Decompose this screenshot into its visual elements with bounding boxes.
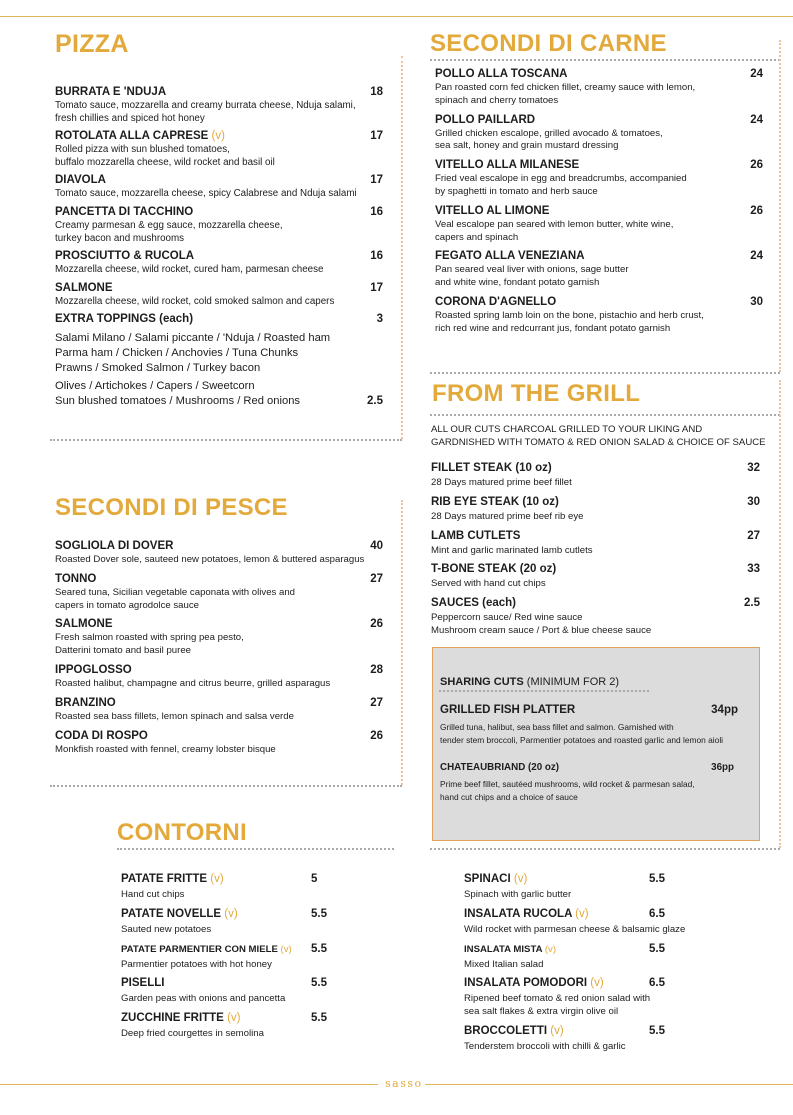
top-border [0,16,793,17]
description-line: Roasted Dover sole, sauteed new potatoes, lemon & buttered asparagus [55,554,365,565]
description-line: Ripened beef tomato & red onion salad with [464,993,651,1005]
grill-intro-line: GARDNISHED WITH TOMATO & RED ONION SALAD & CHOICE OF SAUCE [431,436,766,448]
divider [430,59,780,61]
description-line: tender stem broccoli, Parmentier potatoes and roasted garlic and lemon aioli [440,734,724,745]
item-name [435,204,763,219]
contorni-left [121,872,327,1046]
menu-item [121,907,327,937]
menu-item [440,703,748,746]
description-line: Sauted new potatoes [121,923,212,935]
item-description [464,889,666,902]
item-description [440,721,748,746]
item-description [464,959,666,972]
item-price: 5.5 [311,1012,327,1025]
item-price: 30 [747,495,760,508]
item-name [55,663,383,678]
item-name-text: PISELLI [121,977,165,990]
item-price: 26 [370,618,383,631]
item-price: 17 [370,130,383,143]
item-price: 2.5 [744,597,760,610]
menu-item [55,696,383,724]
item-name-text: INSALATA MISTA [464,943,543,955]
item-price: 5.5 [649,942,665,955]
item-price: 24 [750,250,763,263]
item-name [435,67,763,82]
divider [430,848,780,850]
item-name-text: SPINACI [464,873,511,885]
item-name [55,129,383,144]
description-line: Roasted sea bass fillets, lemon spinach and salsa verde [55,710,294,722]
item-description [435,173,763,199]
item-price: 5.5 [649,1024,665,1037]
grill-intro [431,424,766,450]
item-name [435,249,763,264]
item-description [55,632,383,658]
topping-line: Sun blushed tomatoes / Mushrooms / Red onions [55,394,301,407]
item-name [464,942,666,957]
item-description [55,587,383,613]
item-description [435,128,763,154]
description-line: buffalo mozzarella cheese, wild rocket and basil oil [55,156,275,168]
description-line: Tomato sauce, mozzarella and creamy burrata cheese, Nduja salami, [55,100,356,111]
description-line: Grilled tuna, halibut, sea bass fillet and salmon. Garnished with [440,722,674,732]
item-name [55,617,383,632]
item-description [431,477,760,490]
item-name [431,562,760,577]
item-description [55,220,383,245]
divider [117,848,394,850]
divider [430,414,780,416]
description-line: capers and spinach [435,231,519,243]
item-name [121,942,324,957]
item-price: 6.5 [649,977,665,990]
description-line: Grilled chicken escalope, grilled avocado & tomatoes, [435,127,663,139]
item-name-text: INSALATA POMODORI [464,977,588,990]
item-description [464,993,666,1019]
grill-intro-line: ALL OUR CUTS CHARCOAL GRILLED TO YOUR LIKING AND [431,424,703,435]
item-price: 5.5 [311,907,327,920]
item-name [435,295,763,310]
item-name [464,907,666,922]
description-line: Wild rocket with parmesan cheese & balsamic glaze [464,923,686,935]
pesce-section [55,539,383,761]
menu-item [431,495,760,524]
menu-item [464,976,666,1019]
menu-item [121,976,327,1006]
menu-item [121,942,327,972]
item-name-text: IPPOGLOSSO [55,663,132,676]
footer-line-right [425,1084,793,1085]
description-line: Pan seared veal liver with onions, sage butter [435,264,629,276]
menu-item [55,205,383,245]
description-line: by spaghetti in tomato and herb sauce [435,185,598,197]
item-price: 26 [750,159,763,172]
item-description [55,100,383,125]
sharing-box [432,647,760,841]
contorni-right [464,872,686,1059]
item-name [55,281,383,296]
item-price: 16 [370,250,383,263]
item-name-text: BURRATA E 'NDUJA [55,86,167,98]
menu-item [55,129,383,169]
description-line: Mushroom cream sauce / Port & blue cheese sauce [431,624,652,636]
item-name [431,495,760,510]
description-line: turkey bacon and mushrooms [55,232,185,244]
item-name [121,872,324,887]
item-name [435,113,763,128]
item-name-text: BRANZINO [55,696,116,709]
menu-item [464,872,666,902]
contorni-title: CONTORNI [117,819,247,846]
item-price: 26 [370,729,383,742]
menu-item [55,572,383,613]
item-price: 3 [376,313,383,326]
description-line: spinach and cherry tomatoes [435,94,559,106]
menu-item [121,1011,327,1041]
item-description [55,296,383,309]
description-line: hand cut chips and a choice of sauce [440,791,578,802]
item-name [121,976,324,991]
item-name-text: FILLET STEAK (10 oz) [431,462,552,474]
item-price: 5 [311,873,318,885]
item-name-text: ZUCCHINE FRITTE [121,1012,224,1025]
item-description [435,82,763,108]
description-line: Seared tuna, Sicilian vegetable caponata with olives and [55,586,296,598]
item-description [55,554,383,567]
item-name-text: INSALATA RUCOLA [464,907,572,920]
item-name-text: T-BONE STEAK (20 oz) [431,563,557,576]
item-name-text: VITELLO AL LIMONE [435,204,550,217]
menu-item [435,295,763,336]
item-price: 18 [370,86,383,98]
footer-line-left [0,1084,378,1085]
menu-item [435,113,763,154]
toppings-list [55,331,383,375]
vegetarian-marker: (v) [544,943,557,955]
item-name-text: SALMONE [55,618,113,631]
menu-item [435,158,763,199]
description-line: Monkfish roasted with fennel, creamy lobster bisque [55,743,276,755]
item-name [121,907,324,922]
item-price: 27 [747,529,760,542]
item-price: 5.5 [649,873,665,885]
menu-item [55,249,383,277]
description-line: Mint and garlic marinated lamb cutlets [431,544,593,556]
item-price: 5.5 [311,942,327,955]
menu-item [431,529,760,558]
vegetarian-marker: (v) [590,977,604,990]
item-description [431,511,760,524]
item-name [431,596,760,611]
item-description [435,264,763,290]
grill-title: FROM THE GRILL [432,380,641,407]
pizza-section [55,85,383,408]
menu-item [435,249,763,290]
menu-item [55,617,383,658]
item-name [55,539,383,554]
item-name [55,85,383,100]
item-description [435,219,763,245]
menu-item [55,729,383,757]
item-price: 40 [370,540,383,552]
vegetarian-marker: (v) [210,873,224,885]
item-description [55,711,383,724]
item-name [464,1024,666,1039]
vegetarian-marker: (v) [550,1024,564,1037]
item-name-text: PATATE NOVELLE [121,907,222,920]
carne-section [435,67,763,341]
divider [50,785,402,787]
description-line: Mozzarella cheese, wild rocket, cured ham, parmesan cheese [55,264,324,276]
item-name-text: CODA DI ROSPO [55,729,148,742]
vegetarian-marker: (v) [211,130,225,143]
item-description [55,144,383,169]
item-name [55,205,383,220]
topping-line: Olives / Artichokes / Capers / Sweetcorn [55,380,255,393]
description-line: Tenderstem broccoli with chilli & garlic [464,1040,626,1052]
item-description [431,612,760,638]
item-name-text: POLLO ALLA TOSCANA [435,68,568,80]
item-name-text: PANCETTA DI TACCHINO [55,205,194,218]
item-description [435,310,763,336]
menu-item [121,872,324,902]
item-name-text: POLLO PAILLARD [435,113,536,126]
item-name-text: TONNO [55,572,97,585]
item-name-text: SAUCES (each) [431,597,516,610]
item-description [464,1041,666,1054]
grill-section [431,461,760,643]
description-line: Served with hand cut chips [431,578,546,590]
item-name [431,529,760,544]
item-name-text: RIB EYE STEAK (10 oz) [431,495,559,508]
item-price: 5.5 [311,977,327,990]
item-name: CHATEAUBRIAND (20 oz) [440,762,560,774]
divider [401,500,403,785]
item-price: 36pp [711,762,734,774]
item-name-text: BROCCOLETTI [464,1024,548,1037]
menu-item [55,281,383,309]
item-description [55,264,383,277]
item-name-text: FEGATO ALLA VENEZIANA [435,250,585,263]
description-line: Veal escalope pan seared with lemon butter, white wine, [435,218,674,230]
pesce-title: SECONDI DI PESCE [55,494,288,521]
item-price: 24 [750,68,763,80]
menu-item [431,562,760,591]
divider [779,40,781,372]
item-description [121,993,324,1006]
description-line: Pan roasted corn fed chicken fillet, creamy sauce with lemon, [435,82,696,93]
description-line: Prime beef fillet, sautéed mushrooms, wild rocket & parmesan salad, [440,779,695,790]
item-description [121,1028,324,1041]
topping-line: Prawns / Smoked Salmon / Turkey bacon [55,361,261,374]
item-description [440,778,748,803]
item-price: 34pp [711,704,738,716]
vegetarian-marker: (v) [224,907,238,920]
item-price: 28 [370,663,383,676]
item-price: 24 [750,113,763,126]
description-line: 28 Days matured prime beef fillet [431,477,572,488]
sharing-list [440,703,748,808]
pizza-title: PIZZA [55,30,129,58]
item-name-text: DIAVOLA [55,174,106,187]
description-line: sea salt flakes & extra virgin olive oil [464,1006,619,1018]
item-price: 2.5 [367,395,383,408]
description-line: Fried veal escalope in egg and breadcrumbs, accompanied [435,173,687,185]
item-price: 16 [370,205,383,218]
item-price: 17 [370,281,383,294]
description-line: Mozzarella cheese, wild rocket, cold smoked salmon and capers [55,295,335,307]
item-name-text: SALMONE [55,281,113,294]
item-name-text: VITELLO ALLA MILANESE [435,159,580,172]
description-line: Datterini tomato and basil puree [55,645,191,657]
item-price: 32 [747,462,760,474]
toppings-list-2 [55,379,383,408]
menu-item [464,942,666,972]
item-name: EXTRA TOPPINGS (each) [55,313,194,326]
item-name-text: ROTOLATA ALLA CAPRESE [55,130,209,143]
extra-toppings [55,312,383,327]
item-name [55,572,383,587]
topping-line: Parma ham / Chicken / Anchovies / Tuna Chunks [55,346,299,359]
item-description [431,578,760,591]
item-name [464,872,666,887]
vegetarian-marker: (v) [280,943,292,955]
divider [779,380,781,848]
description-line: Parmentier potatoes with hot honey [121,958,272,970]
item-price: 33 [747,563,760,576]
description-line: and white wine, fondant potato garnish [435,277,600,289]
sharing-subtitle: (MINIMUM FOR 2) [526,676,620,688]
menu-item [55,663,383,691]
footer-logo: sasso [385,1077,423,1090]
item-name [464,976,666,991]
item-name [55,729,383,744]
description-line: Fresh salmon roasted with spring pea pesto, [55,632,244,644]
description-line: Deep fried courgettes in semolina [121,1028,264,1040]
item-price: 30 [750,295,763,308]
description-line: Tomato sauce, mozzarella cheese, spicy Calabrese and Nduja salami [55,188,357,200]
item-description [55,744,383,757]
divider [50,439,402,441]
description-line: Peppercorn sauce/ Red wine sauce [431,612,583,624]
item-name [55,249,383,264]
item-price: 27 [370,572,383,585]
topping-line: Salami Milano / Salami piccante / 'Nduja / Roasted ham [55,332,331,345]
menu-item [464,1024,666,1054]
sharing-header [440,676,619,688]
menu-item [431,461,760,490]
vegetarian-marker: (v) [227,1012,241,1025]
item-name [435,158,763,173]
item-price: 6.5 [649,907,665,920]
description-line: sea salt, honey and grain mustard dressing [435,140,619,152]
vegetarian-marker: (v) [513,873,528,885]
vegetarian-marker: (v) [575,907,589,920]
item-description [55,188,383,201]
item-price: 27 [370,696,383,709]
item-name-text: PROSCIUTTO & RUCOLA [55,250,195,263]
menu-item [440,760,748,803]
item-name-text: PATATE PARMENTIER CON MIELE [121,943,278,955]
menu-item [55,173,383,201]
menu-item [55,539,383,567]
item-description [55,678,383,691]
item-name-text: SOGLIOLA DI DOVER [55,540,174,552]
item-name-text: PATATE FRITTE [121,873,208,885]
description-line: fresh chillies and spiced hot honey [55,112,205,124]
item-description [431,545,760,558]
item-description [464,923,686,937]
item-name [55,173,383,188]
item-price: 26 [750,204,763,217]
description-line: Hand cut chips [121,889,185,900]
divider [430,372,780,374]
item-description [121,924,324,937]
item-name: GRILLED FISH PLATTER [440,704,576,716]
description-line: Garden peas with onions and pancetta [121,993,286,1005]
item-price: 17 [370,174,383,187]
description-line: Roasted spring lamb loin on the bone, pistachio and herb crust, [435,309,704,321]
menu-item [435,204,763,245]
sharing-title: SHARING CUTS [440,676,524,688]
divider [401,56,403,439]
menu-item [435,67,763,108]
menu-item [464,907,686,937]
description-line: capers in tomato agrodolce sauce [55,599,199,611]
item-name-text: LAMB CUTLETS [431,529,521,542]
item-description [121,959,324,972]
item-name [55,696,383,711]
divider [439,690,649,692]
description-line: Rolled pizza with sun blushed tomatoes, [55,144,230,156]
description-line: Mixed Italian salad [464,958,544,970]
item-name-text: CORONA D'AGNELLO [435,295,557,308]
item-description [121,889,324,902]
carne-title: SECONDI DI CARNE [430,30,667,57]
item-name [121,1011,324,1026]
menu-item [55,85,383,125]
description-line: 28 Days matured prime beef rib eye [431,510,584,522]
description-line: Creamy parmesan & egg sauce, mozzarella cheese, [55,219,283,231]
menu-item [431,596,760,638]
item-name [431,461,760,476]
description-line: Roasted halibut, champagne and citrus beurre, grilled asparagus [55,677,331,689]
description-line: Spinach with garlic butter [464,889,572,900]
description-line: rich red wine and redcurrant jus, fondant potato garnish [435,322,671,334]
